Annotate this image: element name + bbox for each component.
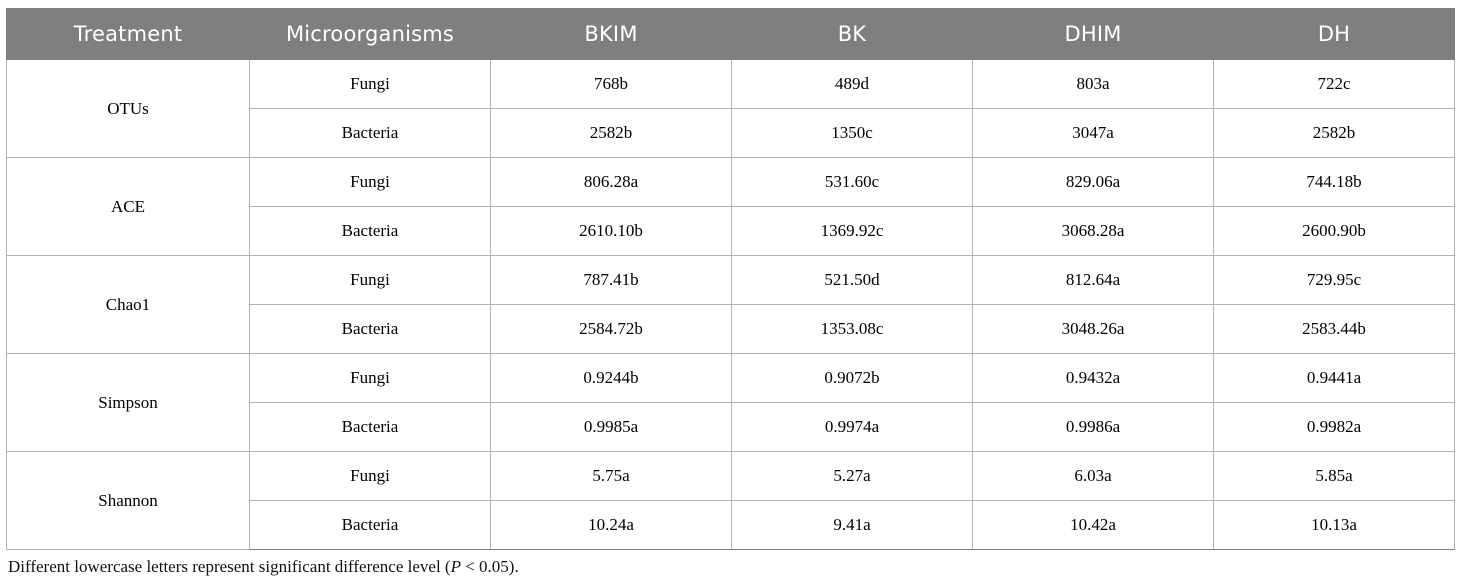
value-cell-bkim: 806.28a [491, 158, 732, 207]
value-cell-bkim: 5.75a [491, 452, 732, 501]
value-cell-bkim: 0.9985a [491, 403, 732, 452]
header-dh: DH [1214, 9, 1455, 60]
microorganism-cell: Bacteria [250, 403, 491, 452]
table-row [7, 60, 1455, 109]
table-row [7, 354, 1455, 403]
value-cell-bk: 489d [732, 60, 973, 109]
microorganism-cell: Bacteria [250, 207, 491, 256]
microorganism-cell: Fungi [250, 158, 491, 207]
value-cell-bk: 1350c [732, 109, 973, 158]
header-row [7, 9, 1455, 60]
microorganism-cell: Fungi [250, 256, 491, 305]
header-bkim: BKIM [491, 9, 732, 60]
value-cell-dh: 2583.44b [1214, 305, 1455, 354]
value-cell-dhim: 6.03a [973, 452, 1214, 501]
footnote-p-symbol: P [450, 557, 461, 576]
microorganism-cell: Fungi [250, 452, 491, 501]
microorganism-cell: Bacteria [250, 501, 491, 550]
value-cell-bkim: 2582b [491, 109, 732, 158]
group-label-ace: ACE [7, 158, 250, 256]
header-dhim: DHIM [973, 9, 1214, 60]
value-cell-bkim: 2584.72b [491, 305, 732, 354]
value-cell-dhim: 829.06a [973, 158, 1214, 207]
value-cell-dhim: 3068.28a [973, 207, 1214, 256]
value-cell-bk: 1353.08c [732, 305, 973, 354]
value-cell-bk: 0.9974a [732, 403, 973, 452]
value-cell-bkim: 787.41b [491, 256, 732, 305]
group-label-otus: OTUs [7, 60, 250, 158]
footnote-suffix: < 0.05). [460, 557, 519, 576]
table-body [7, 60, 1455, 550]
value-cell-dh: 0.9441a [1214, 354, 1455, 403]
value-cell-bkim: 2610.10b [491, 207, 732, 256]
value-cell-dh: 744.18b [1214, 158, 1455, 207]
group-label-simpson: Simpson [7, 354, 250, 452]
value-cell-dh: 2600.90b [1214, 207, 1455, 256]
table-row [7, 256, 1455, 305]
value-cell-dhim: 0.9986a [973, 403, 1214, 452]
value-cell-bk: 531.60c [732, 158, 973, 207]
value-cell-bkim: 0.9244b [491, 354, 732, 403]
table-header [7, 9, 1455, 60]
value-cell-bk: 5.27a [732, 452, 973, 501]
value-cell-dh: 10.13a [1214, 501, 1455, 550]
value-cell-bk: 1369.92c [732, 207, 973, 256]
microorganism-cell: Fungi [250, 354, 491, 403]
microorganism-cell: Fungi [250, 60, 491, 109]
value-cell-bk: 521.50d [732, 256, 973, 305]
group-label-chao1: Chao1 [7, 256, 250, 354]
value-cell-dh: 729.95c [1214, 256, 1455, 305]
value-cell-dhim: 803a [973, 60, 1214, 109]
value-cell-dh: 2582b [1214, 109, 1455, 158]
header-bk: BK [732, 9, 973, 60]
value-cell-dh: 722c [1214, 60, 1455, 109]
table-footnote [6, 557, 1454, 577]
microorganism-cell: Bacteria [250, 305, 491, 354]
table-row [7, 452, 1455, 501]
value-cell-dh: 5.85a [1214, 452, 1455, 501]
value-cell-dh: 0.9982a [1214, 403, 1455, 452]
value-cell-bkim: 768b [491, 60, 732, 109]
group-label-shannon: Shannon [7, 452, 250, 550]
value-cell-dhim: 3048.26a [973, 305, 1214, 354]
value-cell-bk: 0.9072b [732, 354, 973, 403]
value-cell-dhim: 812.64a [973, 256, 1214, 305]
table-row [7, 158, 1455, 207]
value-cell-dhim: 10.42a [973, 501, 1214, 550]
value-cell-bk: 9.41a [732, 501, 973, 550]
microorganism-cell: Bacteria [250, 109, 491, 158]
header-treatment: Treatment [7, 9, 250, 60]
alpha-diversity-table [6, 8, 1455, 550]
value-cell-dhim: 3047a [973, 109, 1214, 158]
value-cell-dhim: 0.9432a [973, 354, 1214, 403]
value-cell-bkim: 10.24a [491, 501, 732, 550]
footnote-prefix: Different lowercase letters represent significant difference level ( [8, 557, 451, 576]
header-microorganisms: Microorganisms [250, 9, 491, 60]
